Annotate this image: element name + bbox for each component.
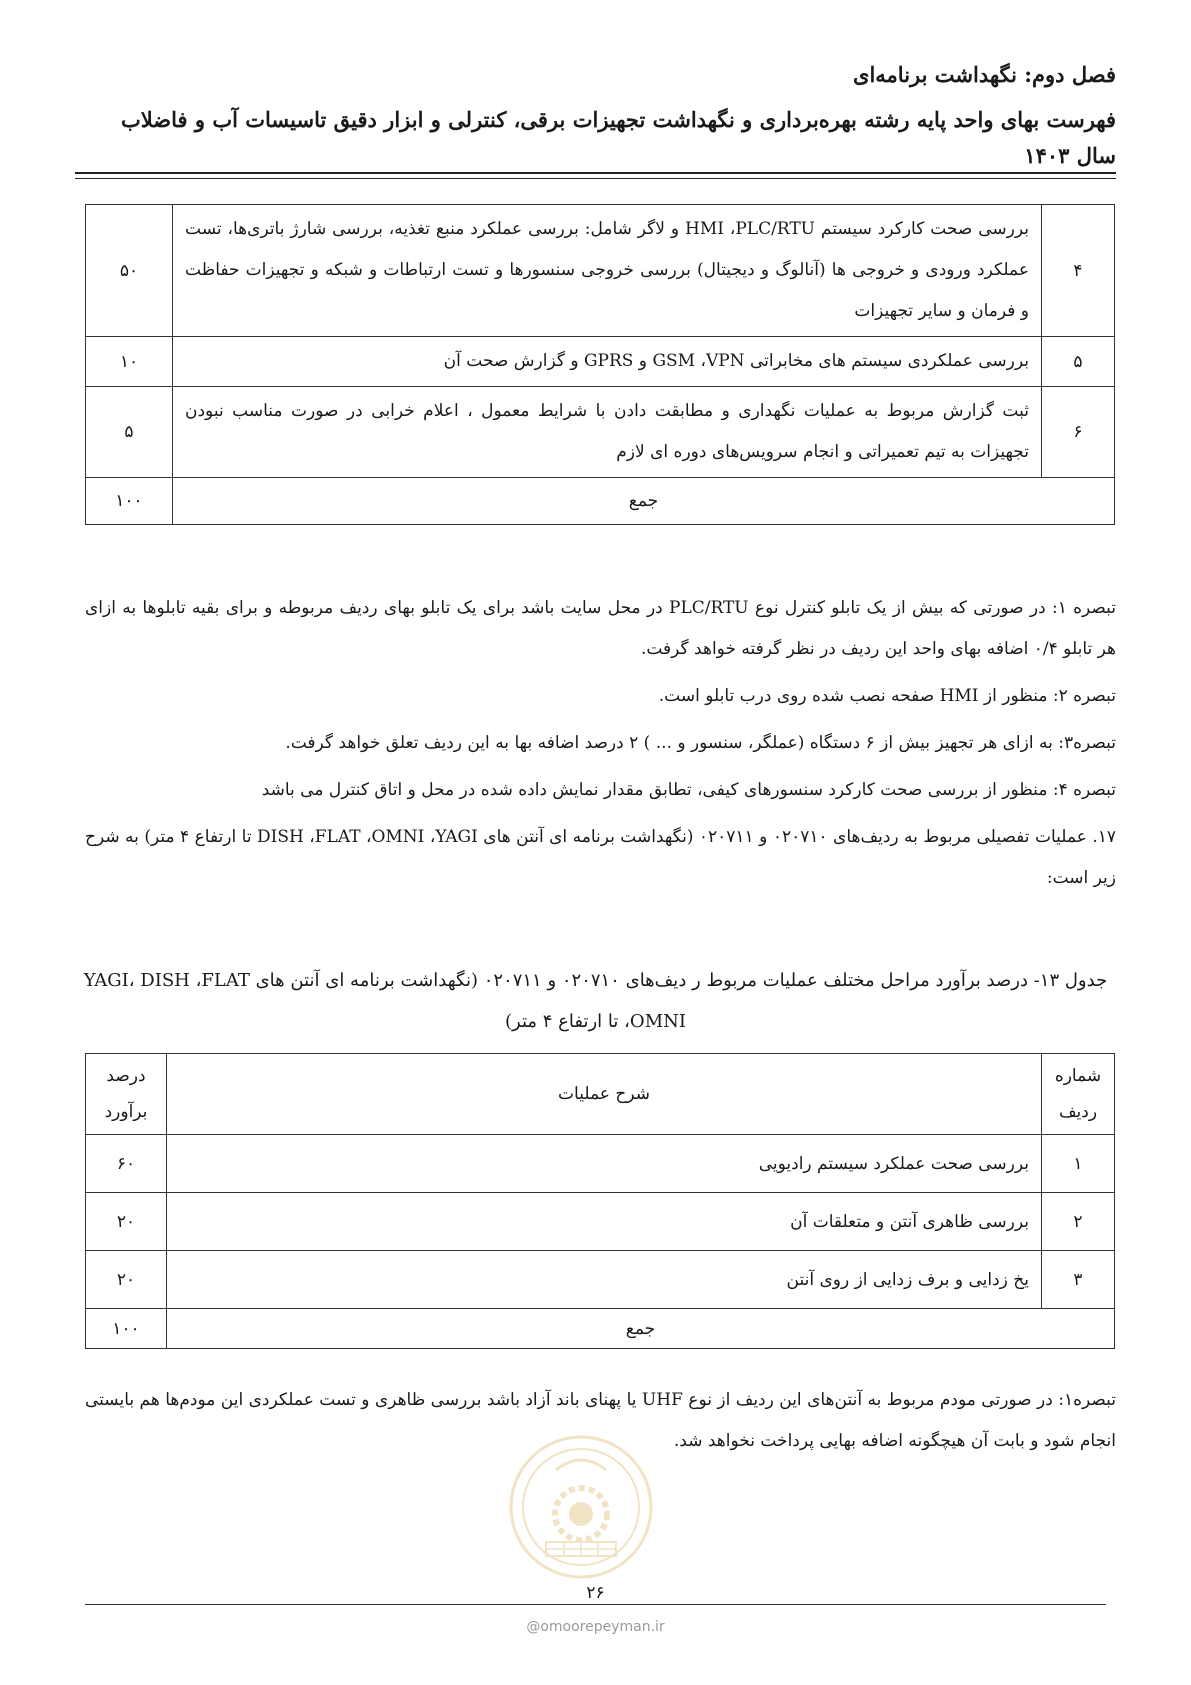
table-header-row <box>86 1054 1115 1135</box>
section-17-paragraph: ۱۷. عملیات تفصیلی مربوط به ردیف‌های ۰۲۰۷۱۰ و ۰۲۰۷۱۱ (نگهداشت برنامه ای آنتن های DISH ،FLAT ،OMNI ،YAGI تا ارتفاع ۴ متر) به شرح زیر است: <box>85 827 1116 888</box>
note-2: تبصره ۲: منظور از HMI صفحه نصب شده روی درب تابلو است. <box>658 686 1116 706</box>
row-description: بررسی صحت کارکرد سیستم HMI ،PLC/RTU و لاگر شامل: بررسی عملکرد منبع تغذیه، بررسی شارژ باتری‌ها، تست عملکرد ورودی و خروجی ها (آنالوگ و دیجیتال) بررسی خروجی سنسورها و تست ارتباطات و شبکه و تجهیزات حفاظت و فرمان و سایر تجهیزات <box>173 205 1042 337</box>
row-number: ۵ <box>1042 337 1115 387</box>
row-description: ثبت گزارش مربوط به عملیات نگهداری و مطابقت دادن با شرایط معمول ، اعلام خرابی در صورت مناسب نبودن تجهیزات به تیم تعمیراتی و انجام سرویس‌های دوره ای لازم <box>173 387 1042 478</box>
row-description: بررسی صحت عملکرد سیستم رادیویی <box>167 1135 1042 1193</box>
table-row <box>86 1135 1115 1193</box>
table-13-caption: جدول ۱۳- درصد برآورد مراحل مختلف عملیات مربوط ر دیف‌های ۰۲۰۷۱۰ و ۰۲۰۷۱۱ (نگهداشت برنامه ای آنتن های YAGI، DISH ،FLAT ،OMNI تا ارتفاع ۴ متر) <box>83 970 1108 1032</box>
row-percent: ۱۰ <box>86 337 173 387</box>
header-percent <box>86 1054 167 1135</box>
row-percent: ۶۰ <box>86 1135 167 1193</box>
table-row <box>86 337 1115 387</box>
header-description: شرح عملیات <box>167 1054 1042 1135</box>
row-number: ۲ <box>1042 1193 1115 1251</box>
table-row <box>86 387 1115 478</box>
table-row <box>86 1193 1115 1251</box>
note-3: تبصره۳: به ازای هر تجهیز بیش از ۶ دستگاه (عملگر، سنسور و ... ) ۲ درصد اضافه بها به این ردیف تعلق خواهد گرفت. <box>285 733 1116 753</box>
table-row <box>86 1251 1115 1309</box>
row-description: یخ زدایی و برف زدایی از روی آنتن <box>167 1251 1042 1309</box>
note-1: تبصره ۱: در صورتی که بیش از یک تابلو کنترل نوع PLC/RTU در محل سایت باشد برای یک تابلو بهای ردیف مربوطه و برای بقیه تابلوها به ازای هر تابلو ۰/۴ اضافه بهای واحد این ردیف در نظر گرفته خواهد گرفت. <box>85 598 1116 659</box>
header-row-number-line2: ردیف <box>1058 1102 1098 1122</box>
row-number: ۶ <box>1042 387 1115 478</box>
row-number: ۱ <box>1042 1135 1115 1193</box>
total-value: ۱۰۰ <box>86 1309 167 1349</box>
note-4: تبصره ۴: منظور از بررسی صحت کارکرد سنسورهای کیفی، تطابق مقدار نمایش داده شده در محل و اتاق کنترل می باشد <box>261 780 1116 800</box>
row-percent: ۲۰ <box>86 1193 167 1251</box>
row-description: بررسی عملکردی سیستم های مخابراتی GSM ،VPN و GPRS و گزارش صحت آن <box>173 337 1042 387</box>
row-percent: ۵۰ <box>86 205 173 337</box>
header-percent-line1: درصد <box>106 1066 146 1086</box>
total-value: ۱۰۰ <box>86 478 173 525</box>
row-percent: ۲۰ <box>86 1251 167 1309</box>
header-rule-thick <box>75 172 1116 174</box>
chapter-title: فصل دوم: نگهداشت برنامه‌ای <box>853 62 1116 87</box>
header-row-number-line1: شماره <box>1054 1066 1102 1086</box>
table-total-row <box>86 1309 1115 1349</box>
row-number: ۳ <box>1042 1251 1115 1309</box>
table-13-note: تبصره۱: در صورتی مودم مربوط به آنتن‌های این ردیف از نوع UHF یا پهنای باند آزاد باشد بررسی ظاهری و تست عملکردی این مودم‌ها هم بایستی انجام شود و بابت آن هیچگونه اضافه بهایی پرداخت نخواهد شد. <box>85 1390 1116 1451</box>
table-row <box>86 205 1115 337</box>
row-description: بررسی ظاهری آنتن و متعلقات آن <box>167 1193 1042 1251</box>
header-percent-line2: برآورد <box>104 1102 148 1122</box>
header-row-number <box>1042 1054 1115 1135</box>
header-rule-thin <box>75 178 1116 179</box>
site-watermark: @omoorepeyman.ir <box>526 1619 665 1635</box>
watermark-seal-icon <box>506 1432 656 1582</box>
row-percent: ۵ <box>86 387 173 478</box>
table-total-row <box>86 478 1115 525</box>
page-header <box>75 58 1116 174</box>
total-label: جمع <box>167 1309 1115 1349</box>
operations-table-13 <box>85 1053 1115 1349</box>
total-label: جمع <box>173 478 1115 525</box>
notes-section <box>85 588 1116 899</box>
footer-rule <box>85 1604 1106 1605</box>
document-subtitle: فهرست بهای واحد پایه رشته بهره‌برداری و نگهداشت تجهیزات برقی، کنترلی و ابزار دقیق تاسیسات آب و فاضلاب سال ۱۴۰۳ <box>120 107 1116 168</box>
page-number: ۲۶ <box>586 1583 605 1603</box>
row-number: ۴ <box>1042 205 1115 337</box>
operations-table-1 <box>85 204 1115 525</box>
